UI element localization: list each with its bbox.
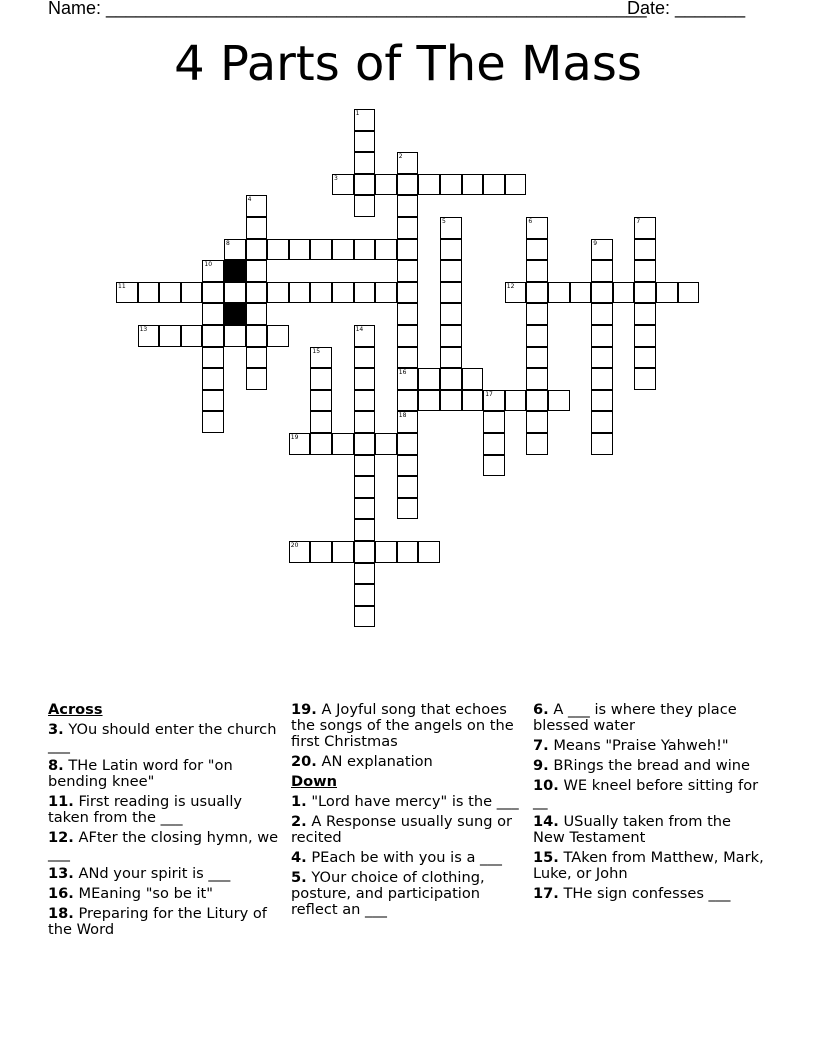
clue-item xyxy=(533,850,765,882)
grid-cell[interactable] xyxy=(397,411,419,433)
grid-cell[interactable] xyxy=(246,239,268,261)
grid-cell[interactable] xyxy=(354,282,376,304)
grid-cell[interactable] xyxy=(354,131,376,153)
clue-number-label: 7 xyxy=(636,218,641,225)
grid-cell[interactable] xyxy=(526,347,548,369)
clue-number-label: 8 xyxy=(226,239,230,247)
grid-cell[interactable] xyxy=(634,368,656,390)
clue-item xyxy=(291,870,523,918)
grid-cell[interactable] xyxy=(375,433,397,455)
grid-cell[interactable] xyxy=(591,303,613,325)
grid-cell[interactable] xyxy=(354,584,376,606)
grid-cell[interactable] xyxy=(202,260,224,282)
grid-cell-black xyxy=(224,260,246,282)
clue-number-label: 12 xyxy=(506,282,515,290)
grid-cell[interactable] xyxy=(202,390,224,412)
clue-text: WE kneel before sitting for __ xyxy=(533,777,759,810)
grid-cell[interactable] xyxy=(462,368,484,390)
clue-number: 5. xyxy=(291,869,307,886)
grid-cell[interactable] xyxy=(354,498,376,520)
grid-cell[interactable] xyxy=(591,260,613,282)
grid-cell[interactable] xyxy=(224,282,246,304)
grid-cell[interactable] xyxy=(375,174,397,196)
grid-cell[interactable] xyxy=(418,390,440,412)
grid-cell[interactable] xyxy=(354,476,376,498)
clue-text: A Joyful song that echoes the songs of the angels on the first Christmas xyxy=(291,701,514,750)
clue-text: BRings the bread and wine xyxy=(548,757,750,774)
grid-cell[interactable] xyxy=(591,390,613,412)
grid-cell[interactable] xyxy=(332,239,354,261)
grid-cell[interactable] xyxy=(397,433,419,455)
grid-cell[interactable] xyxy=(526,390,548,412)
grid-cell[interactable] xyxy=(354,195,376,217)
clue-number: 3. xyxy=(48,721,64,738)
grid-cell[interactable] xyxy=(246,195,268,217)
grid-cell[interactable] xyxy=(678,282,700,304)
grid-cell[interactable] xyxy=(181,282,203,304)
clue-number: 8. xyxy=(48,757,64,774)
grid-cell[interactable] xyxy=(289,541,311,563)
grid-cell[interactable] xyxy=(267,282,289,304)
grid-cell[interactable] xyxy=(310,282,332,304)
clue-number-label: 2 xyxy=(398,153,403,161)
clue-number-label: 17 xyxy=(485,390,493,398)
grid-cell[interactable] xyxy=(202,303,224,325)
down-heading: Down xyxy=(291,773,338,790)
grid-cell[interactable] xyxy=(526,217,548,239)
grid-cell[interactable] xyxy=(246,347,268,369)
grid-cell[interactable] xyxy=(354,433,376,455)
grid-cell[interactable] xyxy=(570,282,592,304)
grid-cell[interactable] xyxy=(483,433,505,455)
clue-item xyxy=(533,778,765,810)
grid-cell[interactable] xyxy=(138,282,160,304)
grid-cell[interactable] xyxy=(397,390,419,412)
grid-cell[interactable] xyxy=(591,411,613,433)
grid-cell[interactable] xyxy=(505,282,527,304)
grid-cell[interactable] xyxy=(483,174,505,196)
grid-cell[interactable] xyxy=(483,455,505,477)
grid-cell[interactable] xyxy=(397,217,419,239)
clue-number-label: 4 xyxy=(247,196,252,204)
clue-item xyxy=(533,886,765,902)
clue-text: Preparing for the Litury of the Word xyxy=(48,905,267,938)
clue-number-label: 18 xyxy=(398,412,407,420)
clue-number-label: 9 xyxy=(593,239,598,247)
grid-cell[interactable] xyxy=(332,174,354,196)
grid-cell[interactable] xyxy=(591,325,613,347)
grid-cell[interactable] xyxy=(613,282,635,304)
clue-text: THe Latin word for "on bending knee" xyxy=(48,757,233,790)
grid-cell[interactable] xyxy=(310,541,332,563)
clue-item xyxy=(48,722,280,754)
clue-item xyxy=(533,702,765,734)
grid-cell[interactable] xyxy=(354,519,376,541)
page-title: 4 Parts of The Mass xyxy=(174,36,642,92)
grid-cell[interactable] xyxy=(462,390,484,412)
grid-cell[interactable] xyxy=(440,390,462,412)
clue-text: "Lord have mercy" is the ___ xyxy=(306,793,519,810)
grid-cell[interactable] xyxy=(354,347,376,369)
clue-number-label: 6 xyxy=(528,218,533,225)
clue-number: 4. xyxy=(291,849,307,866)
grid-cell[interactable] xyxy=(440,239,462,261)
grid-cell[interactable] xyxy=(354,390,376,412)
grid-cell[interactable] xyxy=(397,541,419,563)
clue-item xyxy=(48,866,280,882)
clue-number: 6. xyxy=(533,701,549,718)
clue-number: 11. xyxy=(48,793,74,810)
clue-column-3 xyxy=(533,702,765,906)
grid-cell[interactable] xyxy=(591,368,613,390)
clue-number: 13. xyxy=(48,865,74,882)
grid-cell[interactable] xyxy=(440,347,462,369)
grid-cell[interactable] xyxy=(332,433,354,455)
clue-item xyxy=(291,794,523,810)
clue-number: 18. xyxy=(48,905,74,922)
grid-cell[interactable] xyxy=(418,541,440,563)
grid-cell[interactable] xyxy=(483,411,505,433)
grid-cell[interactable] xyxy=(397,476,419,498)
grid-cell[interactable] xyxy=(397,368,419,390)
grid-cell[interactable] xyxy=(440,260,462,282)
clue-number-label: 14 xyxy=(355,326,364,333)
grid-cell[interactable] xyxy=(310,368,332,390)
clue-number-label: 19 xyxy=(290,434,299,441)
grid-cell[interactable] xyxy=(246,325,268,347)
clue-number: 17. xyxy=(533,885,559,902)
clue-item xyxy=(48,830,280,862)
grid-cell[interactable] xyxy=(397,239,419,261)
clue-item xyxy=(291,850,523,866)
clue-item xyxy=(291,702,523,750)
grid-cell[interactable] xyxy=(202,368,224,390)
clue-text: THe sign confesses ___ xyxy=(558,885,731,902)
grid-cell[interactable] xyxy=(526,260,548,282)
grid-cell[interactable] xyxy=(397,498,419,520)
clue-number: 10. xyxy=(533,777,559,794)
grid-cell[interactable] xyxy=(591,433,613,455)
grid-cell[interactable] xyxy=(267,325,289,347)
grid-cell[interactable] xyxy=(548,390,570,412)
grid-cell[interactable] xyxy=(354,368,376,390)
grid-cell[interactable] xyxy=(375,541,397,563)
grid-cell[interactable] xyxy=(440,217,462,239)
grid-cell[interactable] xyxy=(354,109,376,131)
clue-number: 7. xyxy=(533,737,549,754)
grid-cell[interactable] xyxy=(505,390,527,412)
clue-item xyxy=(291,754,523,770)
clue-number-label: 3 xyxy=(334,174,338,182)
grid-cell[interactable] xyxy=(332,282,354,304)
clue-text: YOu should enter the church ___ xyxy=(48,721,277,754)
clue-text: ANd your spirit is ___ xyxy=(73,865,231,882)
clue-number-label: 5 xyxy=(442,218,446,225)
grid-cell[interactable] xyxy=(181,325,203,347)
grid-cell[interactable] xyxy=(246,303,268,325)
grid-cell[interactable] xyxy=(418,174,440,196)
grid-cell[interactable] xyxy=(634,325,656,347)
grid-cell[interactable] xyxy=(397,152,419,174)
clue-number: 14. xyxy=(533,813,559,830)
grid-cell[interactable] xyxy=(440,368,462,390)
clue-number-label: 16 xyxy=(398,369,407,377)
grid-cell[interactable] xyxy=(634,347,656,369)
grid-cell[interactable] xyxy=(397,347,419,369)
clue-item xyxy=(533,738,765,754)
clue-text: YOur choice of clothing, posture, and participation reflect an ___ xyxy=(291,869,485,918)
clue-number: 1. xyxy=(291,793,307,810)
clue-item xyxy=(48,794,280,826)
grid-cell[interactable] xyxy=(483,390,505,412)
grid-cell[interactable] xyxy=(354,152,376,174)
clue-item xyxy=(48,906,280,938)
grid-cell[interactable] xyxy=(202,411,224,433)
grid-cell[interactable] xyxy=(289,282,311,304)
clue-number-label: 1 xyxy=(355,110,360,117)
grid-cell[interactable] xyxy=(634,282,656,304)
clue-text: AFter the closing hymn, we ___ xyxy=(48,829,279,862)
clue-text: A Response usually sung or recited xyxy=(291,813,513,846)
clue-column-1 xyxy=(48,702,280,942)
clue-number: 16. xyxy=(48,885,74,902)
grid-cell[interactable] xyxy=(548,282,570,304)
grid-cell[interactable] xyxy=(397,455,419,477)
clue-item xyxy=(533,814,765,846)
grid-cell[interactable] xyxy=(634,303,656,325)
clue-text: AN explanation xyxy=(316,753,433,770)
grid-cell[interactable] xyxy=(397,303,419,325)
grid-cell[interactable] xyxy=(354,239,376,261)
across-heading: Across xyxy=(48,701,103,718)
clue-number-label: 13 xyxy=(139,326,148,333)
grid-cell[interactable] xyxy=(418,368,440,390)
grid-cell[interactable] xyxy=(354,325,376,347)
grid-cell[interactable] xyxy=(354,174,376,196)
clue-number: 15. xyxy=(533,849,559,866)
grid-cell[interactable] xyxy=(246,282,268,304)
clue-number: 20. xyxy=(291,753,317,770)
clue-number-label: 15 xyxy=(312,347,321,355)
grid-cell[interactable] xyxy=(397,325,419,347)
clue-number: 9. xyxy=(533,757,549,774)
clue-text: PEach be with you is a ___ xyxy=(306,849,502,866)
grid-cell[interactable] xyxy=(526,325,548,347)
clue-number-label: 20 xyxy=(290,542,299,549)
grid-cell[interactable] xyxy=(246,260,268,282)
grid-cell[interactable] xyxy=(310,347,332,369)
grid-cell[interactable] xyxy=(591,239,613,261)
grid-cell[interactable] xyxy=(224,325,246,347)
grid-cell[interactable] xyxy=(591,347,613,369)
grid-cell[interactable] xyxy=(310,411,332,433)
grid-cell[interactable] xyxy=(375,282,397,304)
clue-column-2 xyxy=(291,702,523,922)
grid-cell[interactable] xyxy=(202,325,224,347)
date-field[interactable]: Date: _______ xyxy=(627,0,746,18)
grid-cell[interactable] xyxy=(202,282,224,304)
grid-cell[interactable] xyxy=(267,239,289,261)
grid-cell[interactable] xyxy=(116,282,138,304)
grid-cell[interactable] xyxy=(440,325,462,347)
grid-cell[interactable] xyxy=(397,282,419,304)
grid-cell[interactable] xyxy=(526,239,548,261)
grid-cell[interactable] xyxy=(591,282,613,304)
grid-cell[interactable] xyxy=(202,347,224,369)
grid-cell[interactable] xyxy=(526,303,548,325)
clue-text: First reading is usually taken from the ___ xyxy=(48,793,243,826)
clue-number: 2. xyxy=(291,813,307,830)
grid-cell[interactable] xyxy=(397,195,419,217)
clue-item xyxy=(291,814,523,846)
grid-cell[interactable] xyxy=(354,563,376,585)
grid-cell[interactable] xyxy=(354,411,376,433)
clue-text: Means "Praise Yahweh!" xyxy=(548,737,729,754)
grid-cell[interactable] xyxy=(526,411,548,433)
clue-number: 19. xyxy=(291,701,317,718)
grid-cell[interactable] xyxy=(526,433,548,455)
clue-number-label: 10 xyxy=(204,261,213,269)
clue-item xyxy=(48,886,280,902)
grid-cell[interactable] xyxy=(289,433,311,455)
grid-cell[interactable] xyxy=(310,239,332,261)
grid-cell[interactable] xyxy=(224,239,246,261)
grid-cell[interactable] xyxy=(310,433,332,455)
grid-cell[interactable] xyxy=(440,303,462,325)
grid-cell[interactable] xyxy=(332,541,354,563)
grid-cell[interactable] xyxy=(354,455,376,477)
clue-text: A ___ is where they place blessed water xyxy=(533,701,737,734)
grid-cell[interactable] xyxy=(634,239,656,261)
grid-cell-black xyxy=(224,303,246,325)
grid-cell[interactable] xyxy=(462,174,484,196)
grid-cell[interactable] xyxy=(354,606,376,628)
grid-cell[interactable] xyxy=(656,282,678,304)
grid-cell[interactable] xyxy=(159,282,181,304)
grid-cell[interactable] xyxy=(397,174,419,196)
grid-cell[interactable] xyxy=(440,282,462,304)
grid-cell[interactable] xyxy=(246,368,268,390)
grid-cell[interactable] xyxy=(246,217,268,239)
grid-cell[interactable] xyxy=(159,325,181,347)
grid-cell[interactable] xyxy=(289,239,311,261)
name-field[interactable]: Name: ______________________________________________________ xyxy=(48,0,647,18)
clue-item xyxy=(48,758,280,790)
grid-cell[interactable] xyxy=(354,541,376,563)
grid-cell[interactable] xyxy=(505,174,527,196)
grid-cell[interactable] xyxy=(526,368,548,390)
grid-cell[interactable] xyxy=(397,260,419,282)
clue-text: USually taken from the New Testament xyxy=(533,813,732,846)
grid-cell[interactable] xyxy=(138,325,160,347)
clue-text: MEaning "so be it" xyxy=(73,885,213,902)
clue-number-label: 11 xyxy=(118,282,126,290)
grid-cell[interactable] xyxy=(634,217,656,239)
clue-item xyxy=(533,758,765,774)
grid-cell[interactable] xyxy=(526,282,548,304)
grid-cell[interactable] xyxy=(634,260,656,282)
grid-cell[interactable] xyxy=(375,239,397,261)
grid-cell[interactable] xyxy=(310,390,332,412)
clue-text: TAken from Matthew, Mark, Luke, or John xyxy=(533,849,764,882)
clue-number: 12. xyxy=(48,829,74,846)
grid-cell[interactable] xyxy=(440,174,462,196)
